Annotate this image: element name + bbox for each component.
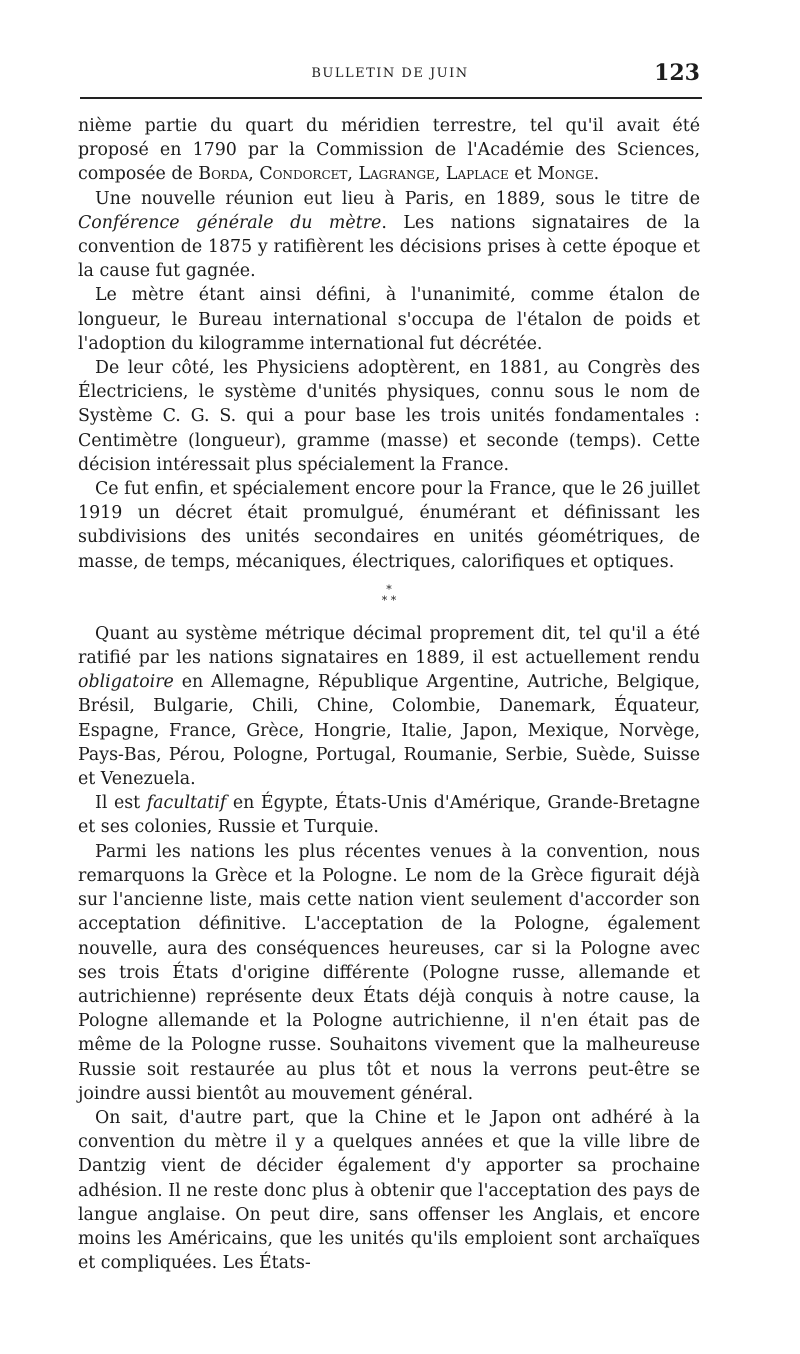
text-run: nième partie du quart du méridien terrestre, tel qu'il avait été proposé en 1790 par la Commission de l'Académie des Sciences, composée de xyxy=(78,116,700,185)
text-run: . Les nations signataires de la convention de 1875 y ratifièrent les décisions prises à cette époque et la cause fut gagnée. xyxy=(78,212,700,282)
text-run: Il est xyxy=(95,793,147,814)
text-run: , xyxy=(434,164,446,185)
text-run: , xyxy=(248,164,260,185)
asterism-bottom: * * xyxy=(381,593,397,607)
paragraph-7 xyxy=(78,791,700,839)
italic-term: Conférence générale du mètre xyxy=(78,212,382,233)
paragraph-4: De leur côté, les Physiciens adoptèrent, en 1881, au Congrès des Électriciens, le système d'unités physiques, connu sous le nom de Système C. G. S. qui a pour base les trois unités fondamentales : Centimètre (longueur), gramme (masse) et seconde (temps). Cette décision intéressait plus spécialement la France. xyxy=(78,358,700,475)
text-run: et xyxy=(508,164,538,185)
running-header xyxy=(76,58,704,90)
text-run: Quant au système métrique décimal proprement dit, tel qu'il a été ratifié par les nations signataires en 1889, il est actuellement rendu xyxy=(78,623,700,669)
asterism xyxy=(78,584,700,606)
text-run: . xyxy=(593,164,600,185)
text-run: , xyxy=(347,164,359,185)
body-text xyxy=(78,114,700,1275)
text-run: en Égypte, États-Unis d'Amérique, Grande-Bretagne et ses colonies, Russie et Turquie. xyxy=(78,793,700,838)
paragraph-2 xyxy=(78,187,700,284)
running-title: BULLETIN DE JUIN xyxy=(311,66,469,81)
page-number: 123 xyxy=(654,60,700,86)
name-condorcet: Condorcet xyxy=(259,164,348,185)
name-laplace: Laplace xyxy=(445,164,509,185)
paragraph-8: Parmi les nations les plus récentes venues à la convention, nous remarquons la Grèce et la Pologne. Le nom de la Grèce figurait déjà sur l'ancienne liste, mais cette nation vient seulement d'accorder son acceptation définitive. L'acceptation de la Pologne, également nouvelle, aura des conséquences heureuses, car si la Pologne avec ses trois États d'origine différente (Pologne russe, allemande et autrichienne) représente deux États déjà conquis à notre cause, la Pologne allemande et la Pologne autrichienne, il n'en était pas de même de la Pologne russe. Souhaitons vivement que la malheureuse Russie soit restaurée au plus tôt et nous la verrons peut-être se joindre aussi bientôt au mouvement général. xyxy=(78,841,700,1104)
paragraph-3: Le mètre étant ainsi défini, à l'unanimité, comme étalon de longueur, le Bureau international s'occupa de l'étalon de poids et l'adoption du kilogramme international fut décrétée. xyxy=(78,285,700,354)
name-borda: Borda xyxy=(198,164,249,185)
italic-term: obligatoire xyxy=(78,672,174,693)
header-rule xyxy=(80,97,702,99)
text-run: en Allemagne, République Argentine, Autriche, Belgique, Brésil, Bulgarie, Chili, Chine, Colombie, Danemark, Équateur, Espagne, France, Grèce, Hongrie, Italie, Japon, Mexique, Norvège, Pays-Bas, Pérou, Pologne, Portugal, Roumanie, Serbie, Suède, Suisse et Venezuela. xyxy=(78,672,700,790)
paragraph-5: Ce fut enfin, et spécialement encore pour la France, que le 26 juillet 1919 un décret était promulgué, énumérant et définissant les subdivisions des unités secondaires en unités géométriques, de masse, de temps, mécaniques, électriques, calorifiques et optiques. xyxy=(78,479,700,572)
paragraph-1 xyxy=(78,114,700,187)
italic-term: facultatif xyxy=(146,793,227,814)
name-lagrange: Lagrange xyxy=(358,164,435,185)
name-monge: Monge xyxy=(537,164,594,185)
text-run: Une nouvelle réunion eut lieu à Paris, en 1889, sous le titre de xyxy=(95,188,700,209)
paragraph-9: On sait, d'autre part, que la Chine et le Japon ont adhéré à la convention du mètre il y a quelques années et que la ville libre de Dantzig vient de décider également d'y apporter sa prochaine adhésion. Il ne reste donc plus à obtenir que l'acceptation des pays de langue anglaise. On peut dire, sans offenser les Anglais, et encore moins les Américains, que les unités qu'ils emploient sont archaïques et compliquées. Les États- xyxy=(78,1107,700,1274)
paragraph-6 xyxy=(78,622,700,791)
asterism-top: * xyxy=(386,582,392,596)
